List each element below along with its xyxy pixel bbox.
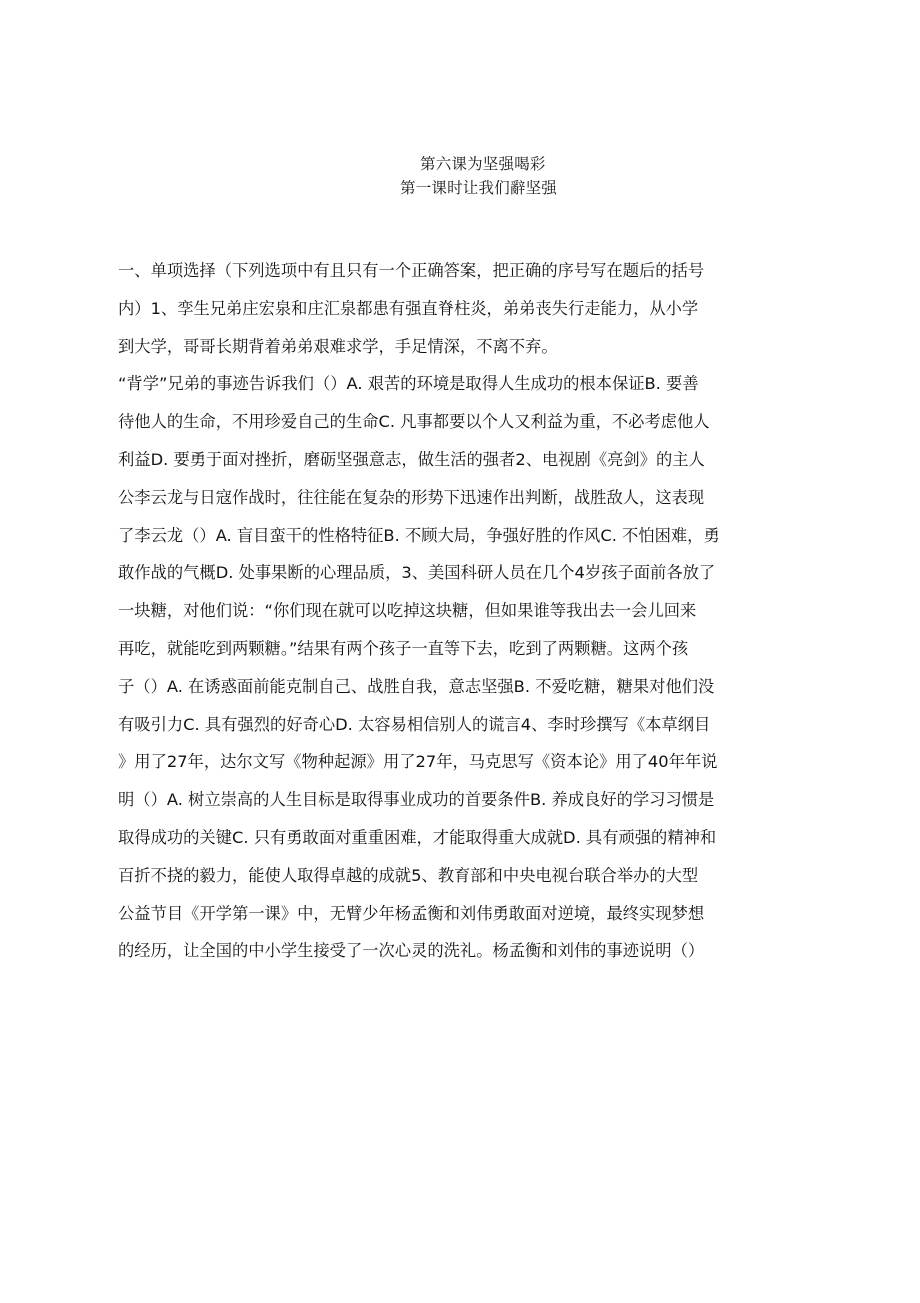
body-line: 百折不挠的毅力，能使人取得卓越的成就5、教育部和中央电视台联合举办的大型: [118, 865, 699, 885]
body-line: 公益节目《开学第一课》中，无臂少年杨孟衡和刘伟勇敢面对逆境，最终实现梦想: [118, 903, 705, 923]
document-body: [118, 252, 804, 970]
body-line: 内）1、孪生兄弟庄宏泉和庄汇泉都患有强直脊柱炎，弟弟丧失行走能力，从小学: [118, 298, 699, 318]
body-line: “背学”兄弟的事迹告诉我们（）A. 艰苦的环境是取得人生成功的根本保证B. 要善: [118, 374, 699, 394]
body-line: 再吃，就能吃到两颗糖。”结果有两个孩子一直等下去，吃到了两颗糖。这两个孩: [118, 638, 689, 658]
body-line: 了李云龙（）A. 盲目蛮干的性格特征B. 不顾大局，争强好胜的作风C. 不怕困难，勇: [118, 525, 720, 545]
body-line: 待他人的生命，不用珍爱自己的生命C. 凡事都要以个人又利益为重，不必考虑他人: [118, 412, 710, 432]
body-line: 利益D. 要勇于面对挫折，磨砺坚强意志，做生活的强者2、电视剧《亮剑》的主人: [118, 449, 705, 469]
body-line: 》用了27年，达尔文写《物种起源》用了27年，马克思写《资本论》用了40年年说: [118, 752, 718, 772]
body-line: 明（）A. 树立崇高的人生目标是取得事业成功的首要条件B. 养成良好的学习习惯是: [118, 790, 715, 810]
document-title-block: [0, 152, 920, 200]
body-line: 取得成功的关键C. 只有勇敢面对重重困难，才能取得重大成就D. 具有顽强的精神和: [118, 827, 717, 847]
body-line: 到大学，哥哥长期背着弟弟艰难求学，手足情深，不离不弃。: [118, 336, 558, 356]
body-line: 有吸引力C. 具有强烈的好奇心D. 太容易相信别人的谎言4、李时珍撰写《本草纲目: [118, 714, 711, 734]
body-line: 一、单项选择（下列选项中有且只有一个正确答案，把正确的序号写在题后的括号: [118, 261, 705, 280]
body-line: 一块糖，对他们说：“你们现在就可以吃掉这块糖，但如果谁等我出去一会儿回来: [118, 601, 697, 621]
body-line: 子（）A. 在诱惑面前能克制自己、战胜自我，意志坚强B. 不爱吃糖，糖果对他们没: [118, 676, 715, 696]
body-line: 敢作战的气概D. 处事果断的心理品质，3、美国科研人员在几个4岁孩子面前各放了: [118, 563, 716, 583]
body-line: 公李云龙与日寇作战时，往往能在复杂的形势下迅速作出判断，战胜敌人，这表现: [118, 487, 705, 507]
title-line-session: 第一课时让我们辭坚强: [400, 179, 558, 197]
body-line: 的经历，让全国的中小学生接受了一次心灵的洗礼。杨孟衡和刘伟的事迹说明（）: [118, 941, 705, 961]
title-line-lesson: 第六课为坚强喝彩: [420, 155, 546, 173]
